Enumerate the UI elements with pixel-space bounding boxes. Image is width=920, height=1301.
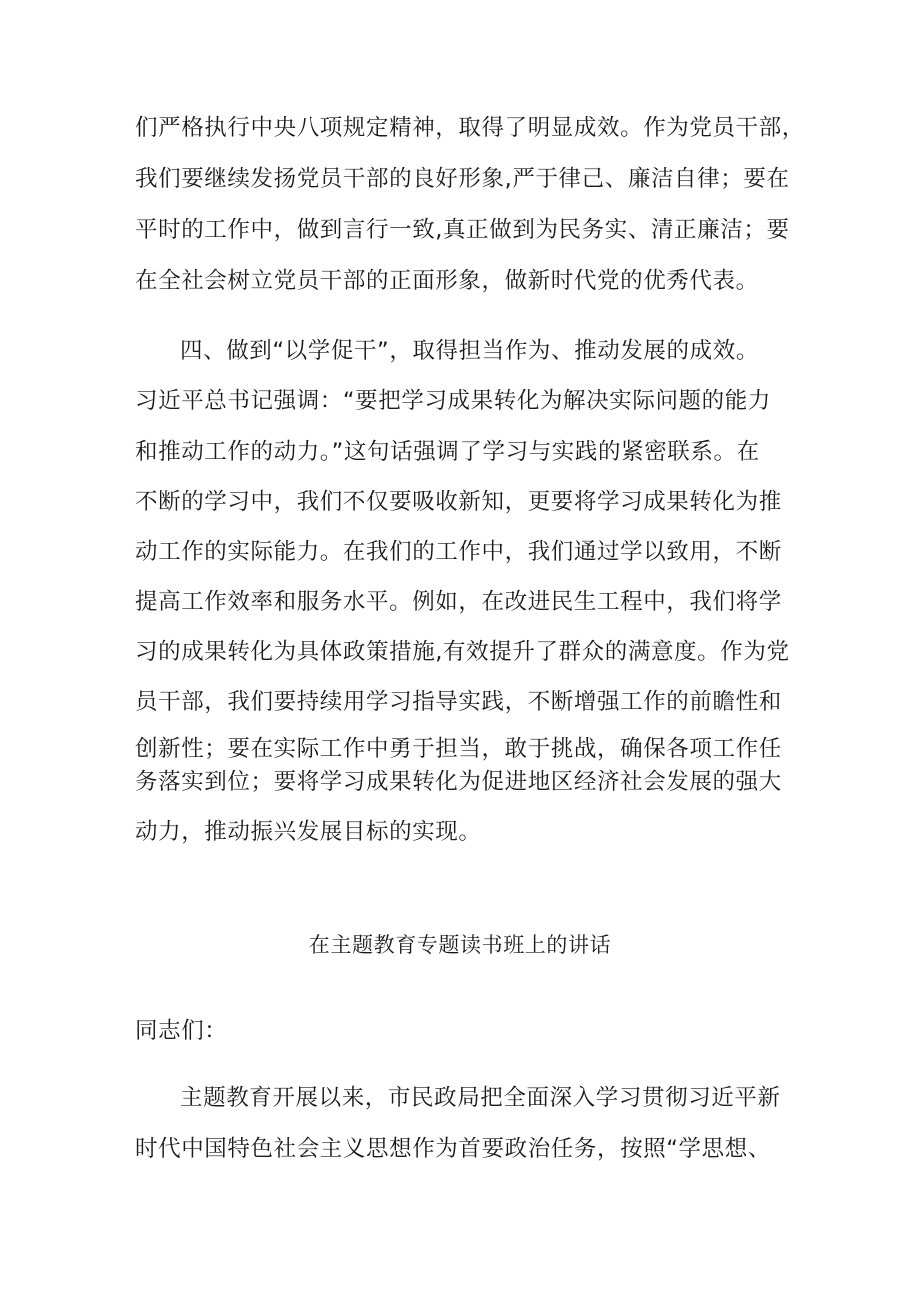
paragraph-line: 习近平总书记强调：“要把学习成果转化为解决实际问题的能力	[135, 388, 771, 414]
salutation: 同志们：	[135, 1018, 228, 1044]
paragraph-line: 提高工作效率和服务水平。例如，在改进民生工程中，我们将学	[135, 589, 782, 615]
paragraph-line: 在全社会树立党员干部的正面形象，做新时代党的优秀代表。	[135, 268, 759, 294]
paragraph-line: 我们要继续发扬党员干部的良好形象,严于律己、廉洁自律；要在	[135, 166, 790, 192]
paragraph-line: 不断的学习中，我们不仅要吸收新知，更要将学习成果转化为推	[135, 489, 782, 515]
paragraph-line: 创新性；要在实际工作中勇于担当，敢于挑战，确保各项工作任	[135, 736, 782, 762]
paragraph-line: 动工作的实际能力。在我们的工作中，我们通过学以致用，不断	[135, 539, 782, 565]
paragraph-line: 员干部，我们要持续用学习指导实践，不断增强工作的前瞻性和	[135, 689, 782, 715]
paragraph-line: 平时的工作中，做到言行一致,真正做到为民务实、清正廉洁；要	[135, 217, 790, 243]
paragraph-line: 主题教育开展以来，市民政局把全面深入学习贯彻习近平新	[180, 1085, 781, 1111]
paragraph-line: 动力，推动振兴发展目标的实现。	[135, 819, 482, 845]
paragraph-line: 时代中国特色社会主义思想作为首要政治任务，按照“学思想、	[135, 1136, 771, 1162]
paragraph-line: 习的成果转化为具体政策措施,有效提升了群众的满意度。作为党	[135, 639, 790, 665]
paragraph-line: 务落实到位；要将学习成果转化为促进地区经济社会发展的强大	[135, 769, 782, 795]
speech-title: 在主题教育专题读书班上的讲话	[308, 933, 612, 957]
paragraph-line: 和推动工作的动力。”这句话强调了学习与实践的紧密联系。在	[135, 439, 760, 465]
section-heading-line: 四、做到“以学促干”，取得担当作为、推动发展的成效。	[180, 338, 759, 364]
paragraph-line: 们严格执行中央八项规定精神，取得了明显成效。作为党员干部，	[135, 115, 805, 141]
